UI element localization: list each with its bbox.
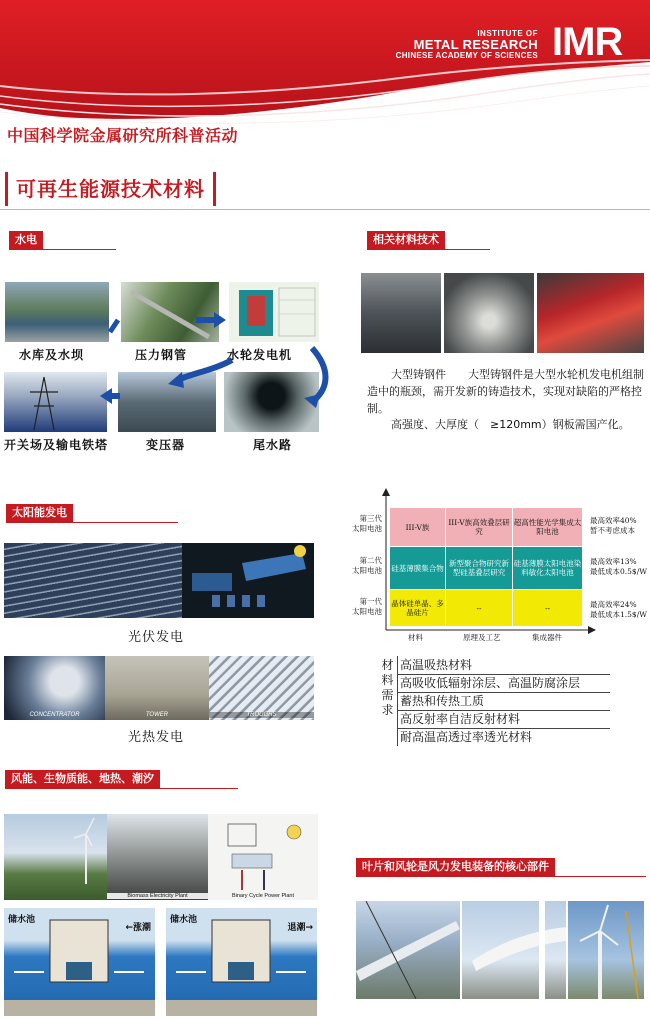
tidal-ebb-diagram <box>166 908 317 1016</box>
org-name: 中国科学院金属研究所科普活动 <box>7 126 239 145</box>
note-gen3 <box>590 516 637 536</box>
row-label-gen3 <box>344 514 382 534</box>
wind-tag-underline <box>356 876 646 877</box>
casting-description: 大型铸钢件 大型铸钢件是大型水轮机发电机组制造中的瓶颈，需开发新的铸造技术，实现对缺陷的严格控制。 <box>367 368 644 415</box>
cell-gen3-material: III-V族 <box>390 508 445 546</box>
note-gen2-efficiency: 最高效率13% <box>590 557 637 566</box>
row-label-gen1-line2: 太阳电池 <box>352 606 382 616</box>
binary-cycle-label: Binary Cycle Power Plant <box>231 893 295 899</box>
thermal-caption: 光热发电 <box>128 730 185 745</box>
note-gen3-efficiency: 最高效率40% <box>590 516 637 525</box>
caption-reservoir: 水库及水坝 <box>19 348 85 362</box>
wind-blade-photo-2 <box>462 901 566 999</box>
other-renewables-tag: 风能、生物质能、地热、潮汐 <box>5 770 160 788</box>
title-divider <box>0 209 650 210</box>
material-need-item: 耐高温高透过率透光材料 <box>400 730 533 744</box>
solar-tag: 太阳能发电 <box>6 504 73 522</box>
solar-tag-underline <box>6 522 178 523</box>
side-label-char-2: 料 <box>381 673 394 687</box>
tidal-pool-label-1: 储水池 <box>8 915 36 925</box>
material-need-item: 蓄热和传热工质 <box>397 692 610 711</box>
tidal-pool-label-2: 储水池 <box>170 915 198 925</box>
binary-cycle-drawing <box>208 814 318 892</box>
side-label-char-3: 需 <box>381 688 394 702</box>
tidal-flood-diagram <box>4 908 155 1016</box>
cell-gen2-device: 硅基薄膜太阳电池染料敏化太阳电池 <box>513 547 582 589</box>
cell-gen2-material: 硅基薄膜集合物 <box>390 547 445 589</box>
note-gen1 <box>590 600 647 620</box>
page-title: 可再生能源技术材料 <box>5 172 216 206</box>
concentrator-photo <box>4 656 105 720</box>
binary-cycle-diagram <box>208 814 318 900</box>
caption-switchyard: 开关场及输电铁塔 <box>4 438 109 452</box>
note-gen3-cost: 暂不考虑成本 <box>590 525 635 535</box>
material-need-item: 高温吸热材料 <box>397 656 610 675</box>
wind-blade-photo-1 <box>356 901 460 999</box>
material-need-item: 高反射率自洁反射材料 <box>397 710 610 729</box>
concentrator-label: CONCENTRATOR <box>29 712 80 718</box>
wind-tower-photo <box>568 901 644 999</box>
tower-label: TOWER <box>145 712 169 718</box>
biomass-label: Biomass Electricity Plant <box>107 893 208 899</box>
biomass-plant-photo <box>107 814 208 900</box>
pv-diagram-drawing <box>182 543 314 618</box>
caption-turbine-generator: 水轮发电机 <box>227 348 293 362</box>
materials-tech-underline <box>367 249 490 250</box>
steel-plate-note: 高强度、大厚度（ ≥120mm）钢板需国产化。 <box>391 418 630 431</box>
cell-gen2-process: 新型聚合物研究新型硅基叠层研究 <box>446 547 512 589</box>
caption-transformer: 变压器 <box>146 438 186 452</box>
note-gen2 <box>590 557 647 577</box>
hydro-tag-underline <box>9 249 116 250</box>
cell-gen1-device: -- <box>513 590 582 626</box>
row-label-gen2 <box>344 556 382 576</box>
institute-name <box>396 30 538 60</box>
col-label-device: 集成器件 <box>532 633 562 642</box>
col-label-process: 原理及工艺 <box>463 633 501 642</box>
pv-farm-photo <box>4 543 182 618</box>
row-label-gen2-line2: 太阳电池 <box>352 565 382 575</box>
note-gen1-cost: 最低成本1.5$/W <box>590 609 647 619</box>
row-label-gen2-line1: 第二代 <box>359 556 382 565</box>
cell-gen3-device: 超高性能光学集成太阳电池 <box>513 508 582 546</box>
caption-penstock: 压力钢管 <box>135 348 188 362</box>
steel-casting-photo-1 <box>361 273 441 353</box>
col-label-material: 材料 <box>408 633 423 642</box>
materials-tech-tag: 相关材料技术 <box>367 231 445 249</box>
ebb-tide-label: 退潮→ <box>287 923 313 933</box>
row-label-gen1 <box>344 597 382 617</box>
material-needs-side-label <box>378 656 398 746</box>
row-label-gen3-line1: 第三代 <box>359 514 382 523</box>
pv-caption: 光伏发电 <box>128 630 185 645</box>
material-need-item: 高吸收低辐射涂层、高温防腐涂层 <box>397 674 610 693</box>
institute-line3: CHINESE ACADEMY OF SCIENCES <box>395 51 538 61</box>
tower-photo <box>105 656 209 720</box>
troughs-photo <box>209 656 314 720</box>
row-label-gen1-line1: 第一代 <box>359 597 382 606</box>
wind-turbine-photo <box>4 814 107 900</box>
wind-tower-drawing <box>568 901 644 999</box>
note-gen1-efficiency: 最高效率24% <box>590 600 637 609</box>
flood-tide-label: ←涨潮 <box>125 923 151 933</box>
blade-drawing-2 <box>462 901 566 999</box>
caption-tailrace: 尾水路 <box>253 438 293 452</box>
cell-gen1-process: -- <box>446 590 512 626</box>
blade-drawing-1 <box>356 901 460 999</box>
hydro-tag: 水电 <box>9 231 43 249</box>
note-gen2-cost: 最低成本0.5$/W <box>590 566 647 576</box>
troughs-label: TROUGHS <box>209 712 314 718</box>
steel-casting-photo-3 <box>537 273 644 353</box>
wind-turbine-drawing <box>4 814 107 900</box>
cell-gen3-process: III-V族高效叠层研究 <box>446 508 512 546</box>
institute-line1: INSTITUTE OF <box>477 29 538 38</box>
imr-logo: IMR <box>552 20 623 64</box>
side-label-char-1: 材 <box>381 658 394 672</box>
pv-diagram <box>182 543 314 618</box>
side-label-char-4: 求 <box>381 703 394 717</box>
row-label-gen3-line2: 太阳电池 <box>352 523 382 533</box>
steel-casting-photo-2 <box>444 273 534 353</box>
other-renewables-underline <box>5 788 238 789</box>
wind-tag: 叶片和风轮是风力发电装备的核心部件 <box>356 858 555 876</box>
institute-line2: METAL RESEARCH <box>413 37 538 53</box>
cell-gen1-material: 晶体硅单晶、多晶硅片 <box>390 590 445 626</box>
